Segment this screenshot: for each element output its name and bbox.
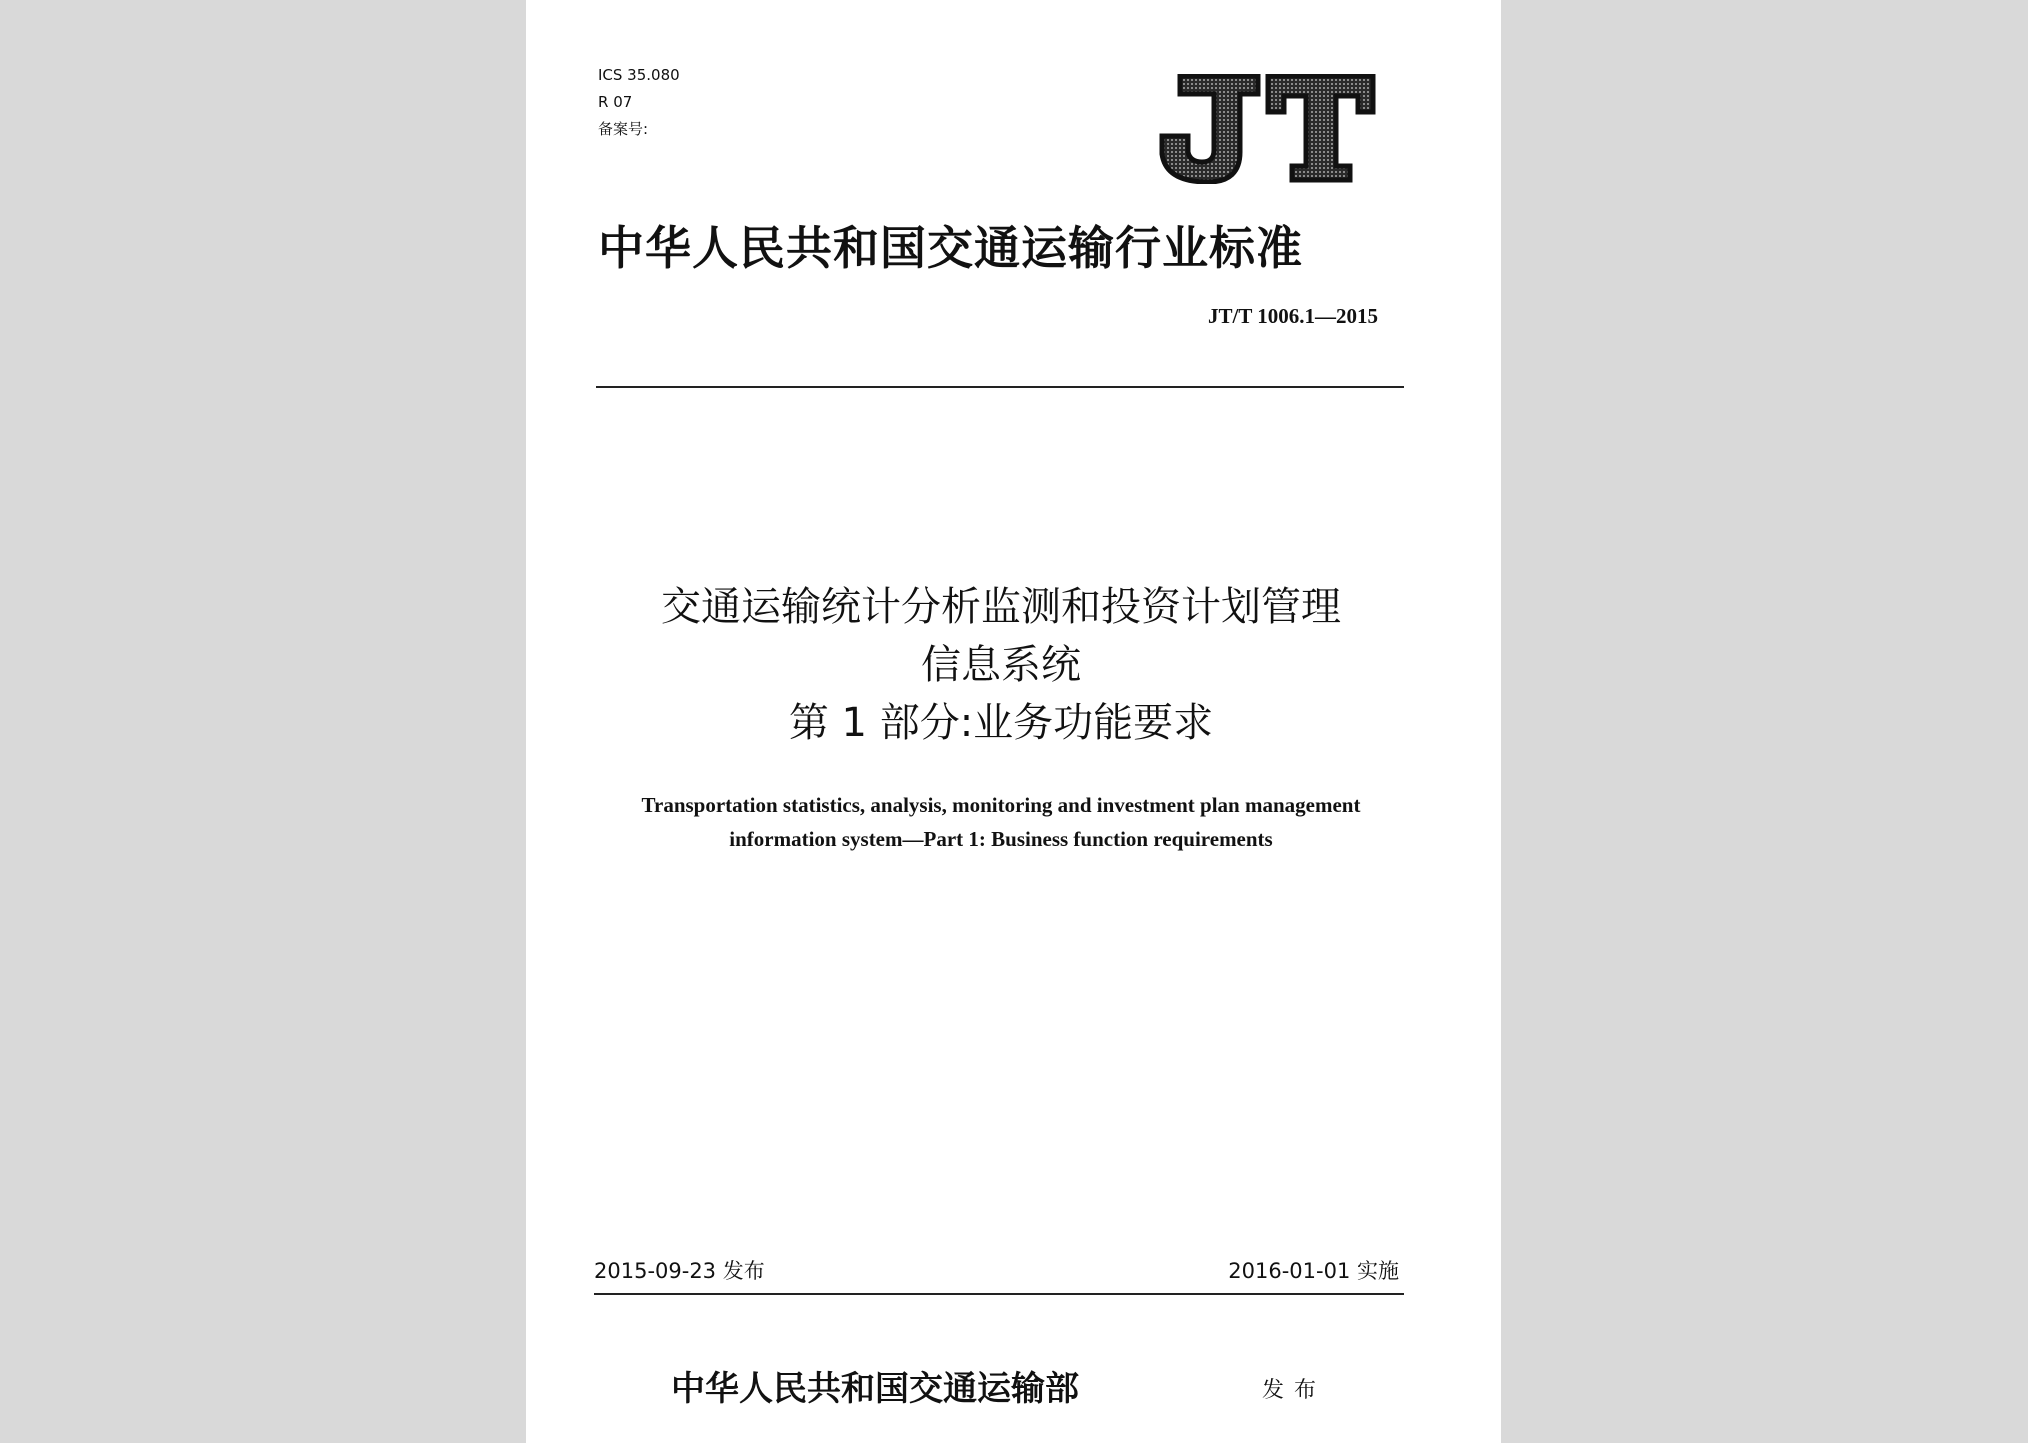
title-line: 第 1 部分:业务功能要求 xyxy=(788,700,1214,746)
bottom-divider xyxy=(594,1293,1404,1295)
english-title-line: information system—Part 1: Business function requirements xyxy=(729,827,1273,851)
issue-date: 2015-09-23 发布 xyxy=(594,1259,765,1283)
title-line: 信息系统 xyxy=(921,642,1081,688)
effective-date: 2016-01-01 实施 xyxy=(1228,1259,1399,1283)
ics-code: ICS 35.080 xyxy=(598,66,680,84)
jt-logo xyxy=(1158,74,1378,184)
classification-code: R 07 xyxy=(598,93,633,111)
document-page xyxy=(526,0,1501,1443)
english-title xyxy=(566,788,1436,856)
top-divider xyxy=(596,386,1404,388)
publisher-name: 中华人民共和国交通运输部 xyxy=(671,1369,1079,1409)
chinese-title xyxy=(566,578,1436,752)
standard-number: JT/T 1006.1—2015 xyxy=(1208,304,1378,328)
publish-label: 发布 xyxy=(1262,1378,1327,1403)
title-line: 交通运输统计分析监测和投资计划管理 xyxy=(661,584,1341,630)
record-number-label: 备案号: xyxy=(598,120,649,138)
issuer-title: 中华人民共和国交通运输行业标准 xyxy=(598,221,1303,275)
english-title-line: Transportation statistics, analysis, monitoring and investment plan management xyxy=(641,793,1361,817)
